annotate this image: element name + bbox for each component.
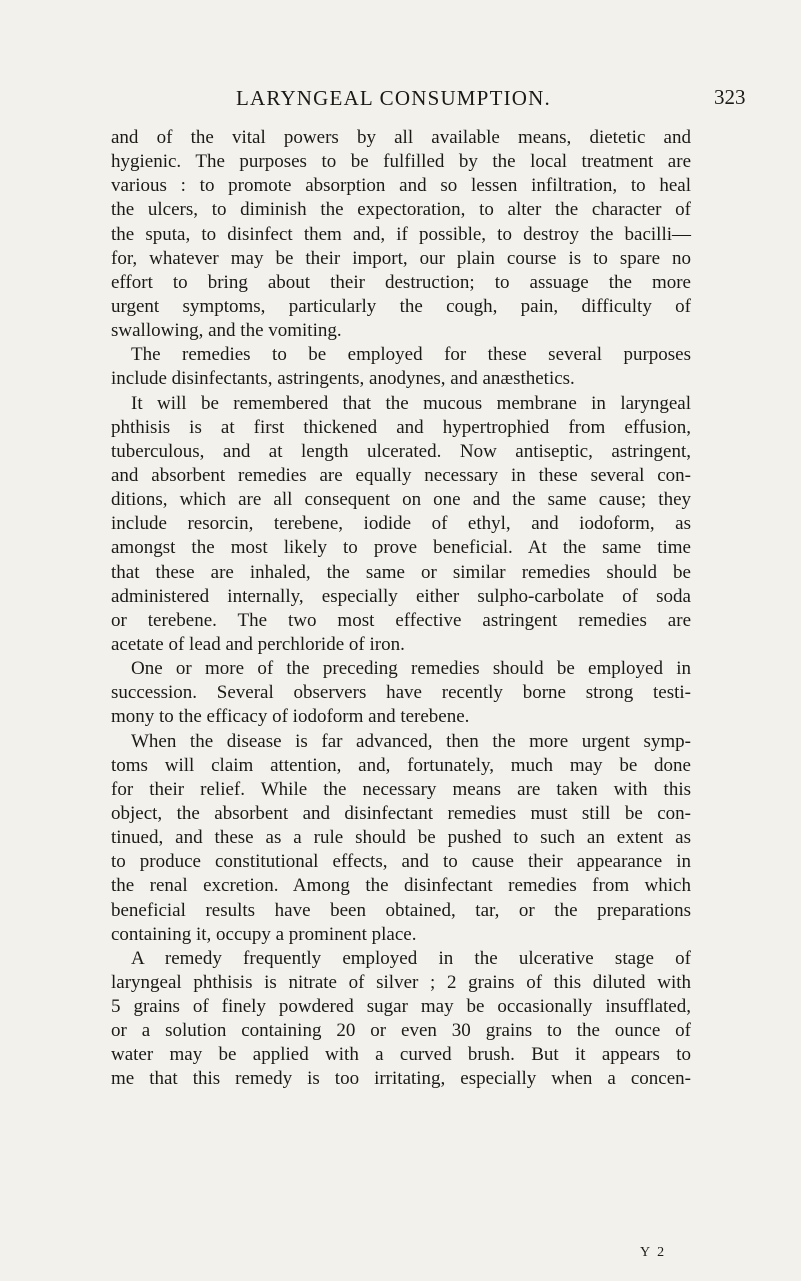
running-title: LARYNGEAL CONSUMPTION. <box>236 86 551 110</box>
text-line: various : to promote absorption and so lessen infiltration, to heal <box>111 175 691 197</box>
text-line: and of the vital powers by all available means, dietetic and <box>111 127 691 148</box>
text-line: ditions, which are all consequent on one and the same cause; they <box>111 489 691 511</box>
text-line: 5 grains of finely powdered sugar may be occasionally insufflated, <box>111 996 691 1018</box>
text-line: toms will claim attention, and, fortunately, much may be done <box>111 754 691 776</box>
text-line: acetate of lead and perchloride of iron. <box>111 633 405 655</box>
text-line: It will be remembered that the mucous membrane in laryngeal <box>131 392 691 414</box>
text-line: tinued, and these as a rule should be pushed to such an extent as <box>111 827 691 849</box>
text-line: hygienic. The purposes to be fulfilled by the local treatment are <box>111 151 691 173</box>
text-line: to produce constitutional effects, and to cause their appearance in <box>111 851 691 873</box>
text-line: laryngeal phthisis is nitrate of silver ; 2 grains of this diluted with <box>111 971 691 993</box>
text-line: beneficial results have been obtained, tar, or the preparations <box>111 899 691 921</box>
text-line: for their relief. While the necessary means are taken with this <box>111 778 691 800</box>
text-line: One or more of the preceding remedies should be employed in <box>131 658 691 680</box>
text-line: that these are inhaled, the same or similar remedies should be <box>111 561 691 583</box>
text-line: When the disease is far advanced, then the more urgent symp- <box>131 730 691 752</box>
body-text <box>111 126 691 1092</box>
text-line: phthisis is at first thickened and hypertrophied from effusion, <box>111 416 691 438</box>
text-line: include resorcin, terebene, iodide of ethyl, and iodoform, as <box>111 513 691 535</box>
text-line: include disinfectants, astringents, anodynes, and anæsthetics. <box>111 368 575 390</box>
text-line: water may be applied with a curved brush. But it appears to <box>111 1044 691 1066</box>
text-line: or a solution containing 20 or even 30 grains to the ounce of <box>111 1020 691 1042</box>
text-line: mony to the efficacy of iodoform and terebene. <box>111 706 470 728</box>
text-line: The remedies to be employed for these several purposes <box>131 344 691 366</box>
text-line: and absorbent remedies are equally necessary in these several con- <box>111 464 691 486</box>
text-line: A remedy frequently employed in the ulcerative stage of <box>131 947 691 969</box>
printer-signature-mark: Y 2 <box>640 1245 667 1260</box>
text-line: or terebene. The two most effective astringent remedies are <box>111 609 691 631</box>
page-number: 323 <box>714 85 746 109</box>
text-line: the ulcers, to diminish the expectoration, to alter the character of <box>111 199 691 221</box>
text-line: administered internally, especially either sulpho-carbolate of soda <box>111 585 691 607</box>
text-line: the sputa, to disinfect them and, if possible, to destroy the bacilli— <box>111 223 691 245</box>
text-line: object, the absorbent and disinfectant remedies must still be con- <box>111 802 691 824</box>
text-line: for, whatever may be their import, our plain course is to spare no <box>111 247 691 269</box>
text-line: effort to bring about their destruction; to assuage the more <box>111 271 691 293</box>
text-line: urgent symptoms, particularly the cough, pain, difficulty of <box>111 295 691 317</box>
text-line: tuberculous, and at length ulcerated. Now antiseptic, astringent, <box>111 440 691 462</box>
text-line: the renal excretion. Among the disinfectant remedies from which <box>111 875 691 897</box>
text-line: amongst the most likely to prove beneficial. At the same time <box>111 537 691 559</box>
text-line: swallowing, and the vomiting. <box>111 320 342 342</box>
text-line: containing it, occupy a prominent place. <box>111 923 417 945</box>
text-line: me that this remedy is too irritating, especially when a concen- <box>111 1068 691 1090</box>
text-line: succession. Several observers have recently borne strong testi- <box>111 682 691 704</box>
